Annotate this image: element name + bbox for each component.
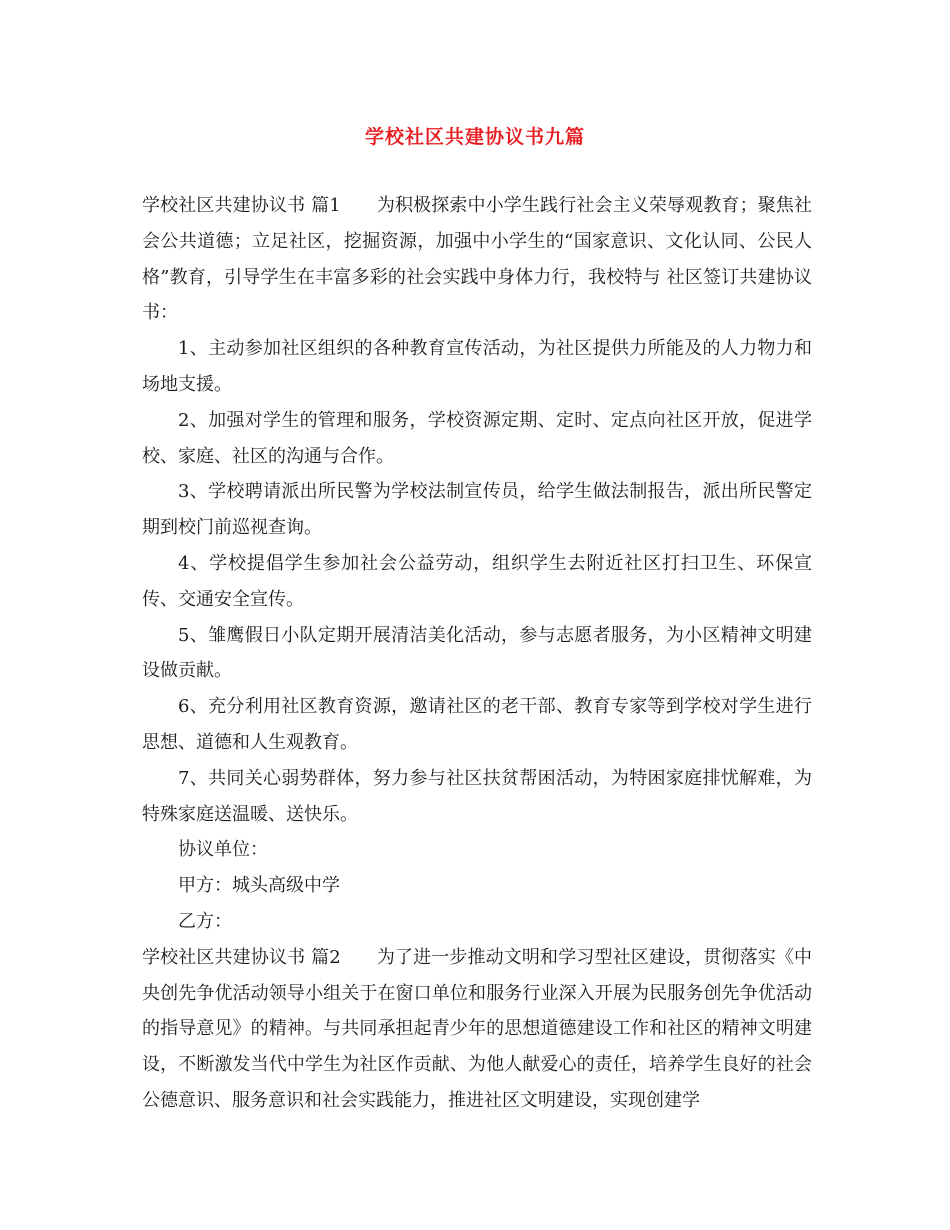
document-body bbox=[142, 188, 812, 1119]
part2-intro-paragraph bbox=[142, 940, 812, 1119]
agreement-item-1: 1、主动参加社区组织的各种教育宣传活动，为社区提供力所能及的人力物力和 场地支援。 bbox=[142, 338, 812, 395]
part2-heading: 学校社区共建协议书 篇2 bbox=[142, 946, 341, 968]
party-a: 甲方：城头高级中学 bbox=[178, 875, 340, 897]
part2-intro: 为了进一步推动文明和学习型社区建设，贯彻落实《中央创先争优活动领导小组关于在窗口单位和服务行业深入开展为民服务创先争优活动的指导意见》的精神。与共同承担起青少年的思想道德建设工作和社区的精神文明建设，不断激发当代中学生为社区作贡献、为他人献爱心的责任，培养学生良好的社会公德意识、服务意识和社会实践能力，推进社区文明建设，实现创建学 bbox=[142, 946, 812, 1111]
agreement-unit-label: 协议单位： bbox=[178, 839, 268, 861]
agreement-item-6: 6、充分利用社区教育资源，邀请社区的老干部、教育专家等到学校对学生进行思想、道德和人生观教育。 bbox=[142, 696, 812, 753]
part1-intro-paragraph bbox=[142, 188, 812, 331]
party-b: 乙方： bbox=[178, 910, 232, 932]
agreement-item-3: 3、学校聘请派出所民警为学校法制宣传员，给学生做法制报告，派出所民警定期到校门前巡视查询。 bbox=[142, 481, 812, 539]
agreement-item-2: 2、加强对学生的管理和服务，学校资源定期、定时、定点向社区开放，促进学校、家庭、社区的沟通与合作。 bbox=[142, 409, 812, 467]
agreement-item-5: 5、雏鹰假日小队定期开展清洁美化活动，参与志愿者服务，为小区精神文明建设做贡献。 bbox=[142, 624, 812, 682]
part1-intro: 为积极探索中小学生践行社会主义荣辱观教育；聚焦社会公共道德；立足社区，挖掘资源，加强中小学生的“国家意识、文化认同、公民人格”教育，引导学生在丰富多彩的社会实践中身体力行，我校特与 社区签订共建协议书： bbox=[142, 195, 812, 324]
document-title: 学校社区共建协议书九篇 bbox=[364, 126, 585, 148]
agreement-item-7: 7、共同关心弱势群体，努力参与社区扶贫帮困活动，为特困家庭排忧解难，为特殊家庭送温暖、送快乐。 bbox=[142, 767, 812, 825]
part1-heading: 学校社区共建协议书 篇1 bbox=[142, 195, 341, 216]
agreement-item-4: 4、学校提倡学生参加社会公益劳动，组织学生去附近社区打扫卫生、环保宣传、交通安全宣传。 bbox=[142, 552, 812, 610]
